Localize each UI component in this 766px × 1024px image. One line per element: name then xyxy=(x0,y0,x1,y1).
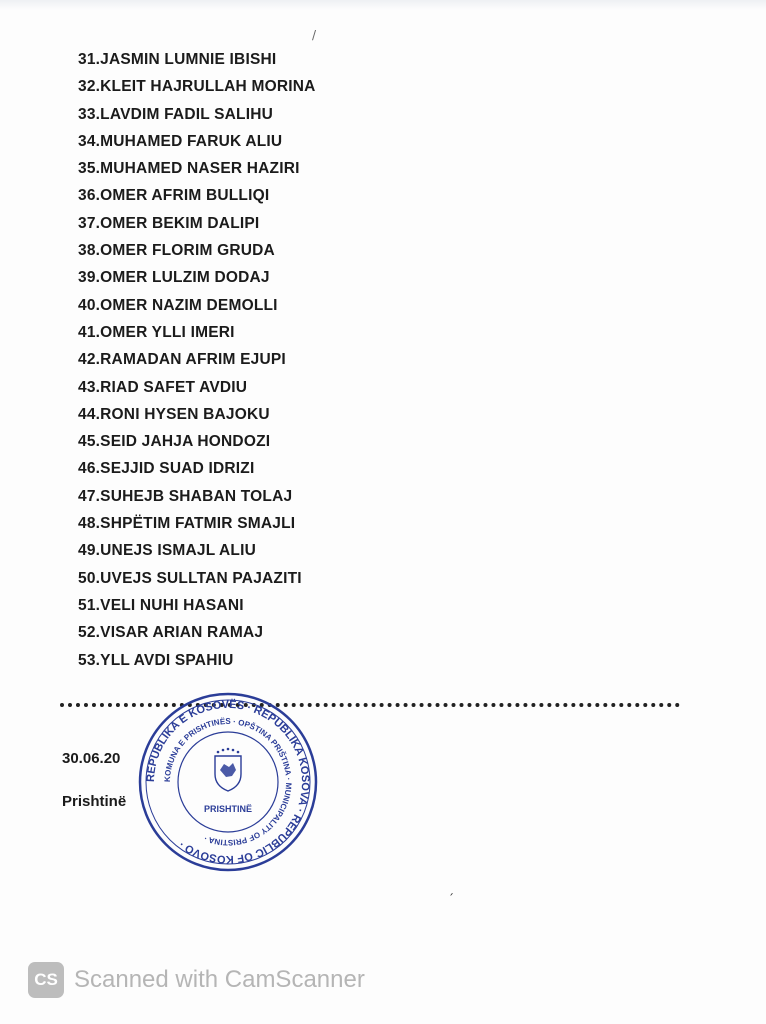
list-item-number: 52. xyxy=(78,624,101,642)
list-item xyxy=(78,428,316,455)
document-date: 30.06.20 xyxy=(62,750,121,767)
list-item xyxy=(78,346,316,373)
list-item-number: 41. xyxy=(78,323,101,341)
list-item-name: RAMADAN AFRIM EJUPI xyxy=(100,351,286,369)
list-item-number: 48. xyxy=(78,515,101,533)
list-item-name: YLL AVDI SPAHIU xyxy=(100,651,234,669)
list-item-name: SUHEJB SHABAN TOLAJ xyxy=(100,487,293,505)
list-item-name: VISAR ARIAN RAMAJ xyxy=(100,624,264,642)
list-item-name: SHPËTIM FATMIR SMAJLI xyxy=(100,515,296,533)
camscanner-logo-icon: CS xyxy=(28,962,64,998)
seal-inner-text: KOMUNA E PRISHTINËS · OPŠTINA PRIŠTINA · MUNICIPALITY OF PRISTINA · xyxy=(162,716,294,848)
list-item xyxy=(78,401,316,428)
list-item-number: 36. xyxy=(78,187,101,205)
list-item-number: 40. xyxy=(78,296,101,314)
list-item xyxy=(78,264,316,291)
list-item xyxy=(78,237,316,264)
official-seal-stamp xyxy=(136,690,320,874)
watermark-text: Scanned with CamScanner xyxy=(74,966,365,993)
list-item-number: 32. xyxy=(78,78,101,96)
list-item-name: MUHAMED FARUK ALIU xyxy=(100,132,283,150)
list-item-name: UVEJS SULLTAN PAJAZITI xyxy=(100,569,302,587)
list-item xyxy=(78,374,316,401)
pen-mark: ´ xyxy=(448,892,454,906)
list-item xyxy=(78,210,316,237)
list-item xyxy=(78,73,316,100)
list-item xyxy=(78,319,316,346)
list-item-name: LAVDIM FADIL SALIHU xyxy=(100,105,274,123)
list-item-name: OMER AFRIM BULLIQI xyxy=(100,187,270,205)
list-item xyxy=(78,647,316,674)
list-item-number: 42. xyxy=(78,351,101,369)
list-item-number: 33. xyxy=(78,105,101,123)
pen-mark: / xyxy=(312,28,317,42)
list-item-name: OMER BEKIM DALIPI xyxy=(100,214,260,232)
list-item-name: OMER LULZIM DODAJ xyxy=(100,269,270,287)
list-item-number: 47. xyxy=(78,487,101,505)
list-item-name: RONI HYSEN BAJOKU xyxy=(100,405,270,423)
list-item-number: 51. xyxy=(78,596,101,614)
list-item xyxy=(78,155,316,182)
document-place: Prishtinë xyxy=(62,793,127,810)
list-item xyxy=(78,592,316,619)
list-item xyxy=(78,619,316,646)
camscanner-watermark xyxy=(28,960,365,1000)
kosovo-emblem-icon xyxy=(215,748,241,791)
list-item-number: 46. xyxy=(78,460,101,478)
student-name-list xyxy=(78,46,316,674)
list-item-number: 43. xyxy=(78,378,101,396)
list-item-number: 53. xyxy=(78,651,101,669)
list-item xyxy=(78,510,316,537)
list-item-number: 49. xyxy=(78,542,101,560)
list-item-name: OMER FLORIM GRUDA xyxy=(100,242,275,260)
list-item-number: 45. xyxy=(78,433,101,451)
list-item-name: SEJJID SUAD IDRIZI xyxy=(100,460,255,478)
list-item-number: 31. xyxy=(78,51,101,68)
list-item-name: UNEJS ISMAJL ALIU xyxy=(100,542,256,560)
list-item xyxy=(78,128,316,155)
list-item-number: 34. xyxy=(78,132,101,150)
list-item xyxy=(78,182,316,209)
list-item-number: 35. xyxy=(78,160,101,178)
list-item-number: 37. xyxy=(78,214,101,232)
list-item-name: RIAD SAFET AVDIU xyxy=(100,378,248,396)
list-item-name: OMER NAZIM DEMOLLI xyxy=(100,296,278,314)
list-item xyxy=(78,101,316,128)
seal-city: PRISHTINË xyxy=(203,804,253,814)
seal-outer-text: REPUBLIKA E KOSOVËS · REPUBLIKA KOSOVA · REPUBLIC OF KOSOVO · xyxy=(144,698,312,866)
list-item-name: OMER YLLI IMERI xyxy=(100,323,235,341)
list-item xyxy=(78,537,316,564)
list-item xyxy=(78,292,316,319)
list-item-name: JASMIN LUMNIE IBISHI xyxy=(100,51,277,68)
list-item xyxy=(78,455,316,482)
list-item-number: 39. xyxy=(78,269,101,287)
list-item-name: MUHAMED NASER HAZIRI xyxy=(100,160,300,178)
list-item xyxy=(78,46,316,73)
list-item xyxy=(78,565,316,592)
list-item xyxy=(78,483,316,510)
list-item-name: KLEIT HAJRULLAH MORINA xyxy=(100,78,316,96)
list-item-number: 50. xyxy=(78,569,101,587)
scan-edge-shadow xyxy=(0,0,766,10)
list-item-name: SEID JAHJA HONDOZI xyxy=(100,433,271,451)
list-item-name: VELI NUHI HASANI xyxy=(100,596,244,614)
list-item-number: 38. xyxy=(78,242,101,260)
list-item-number: 44. xyxy=(78,405,101,423)
